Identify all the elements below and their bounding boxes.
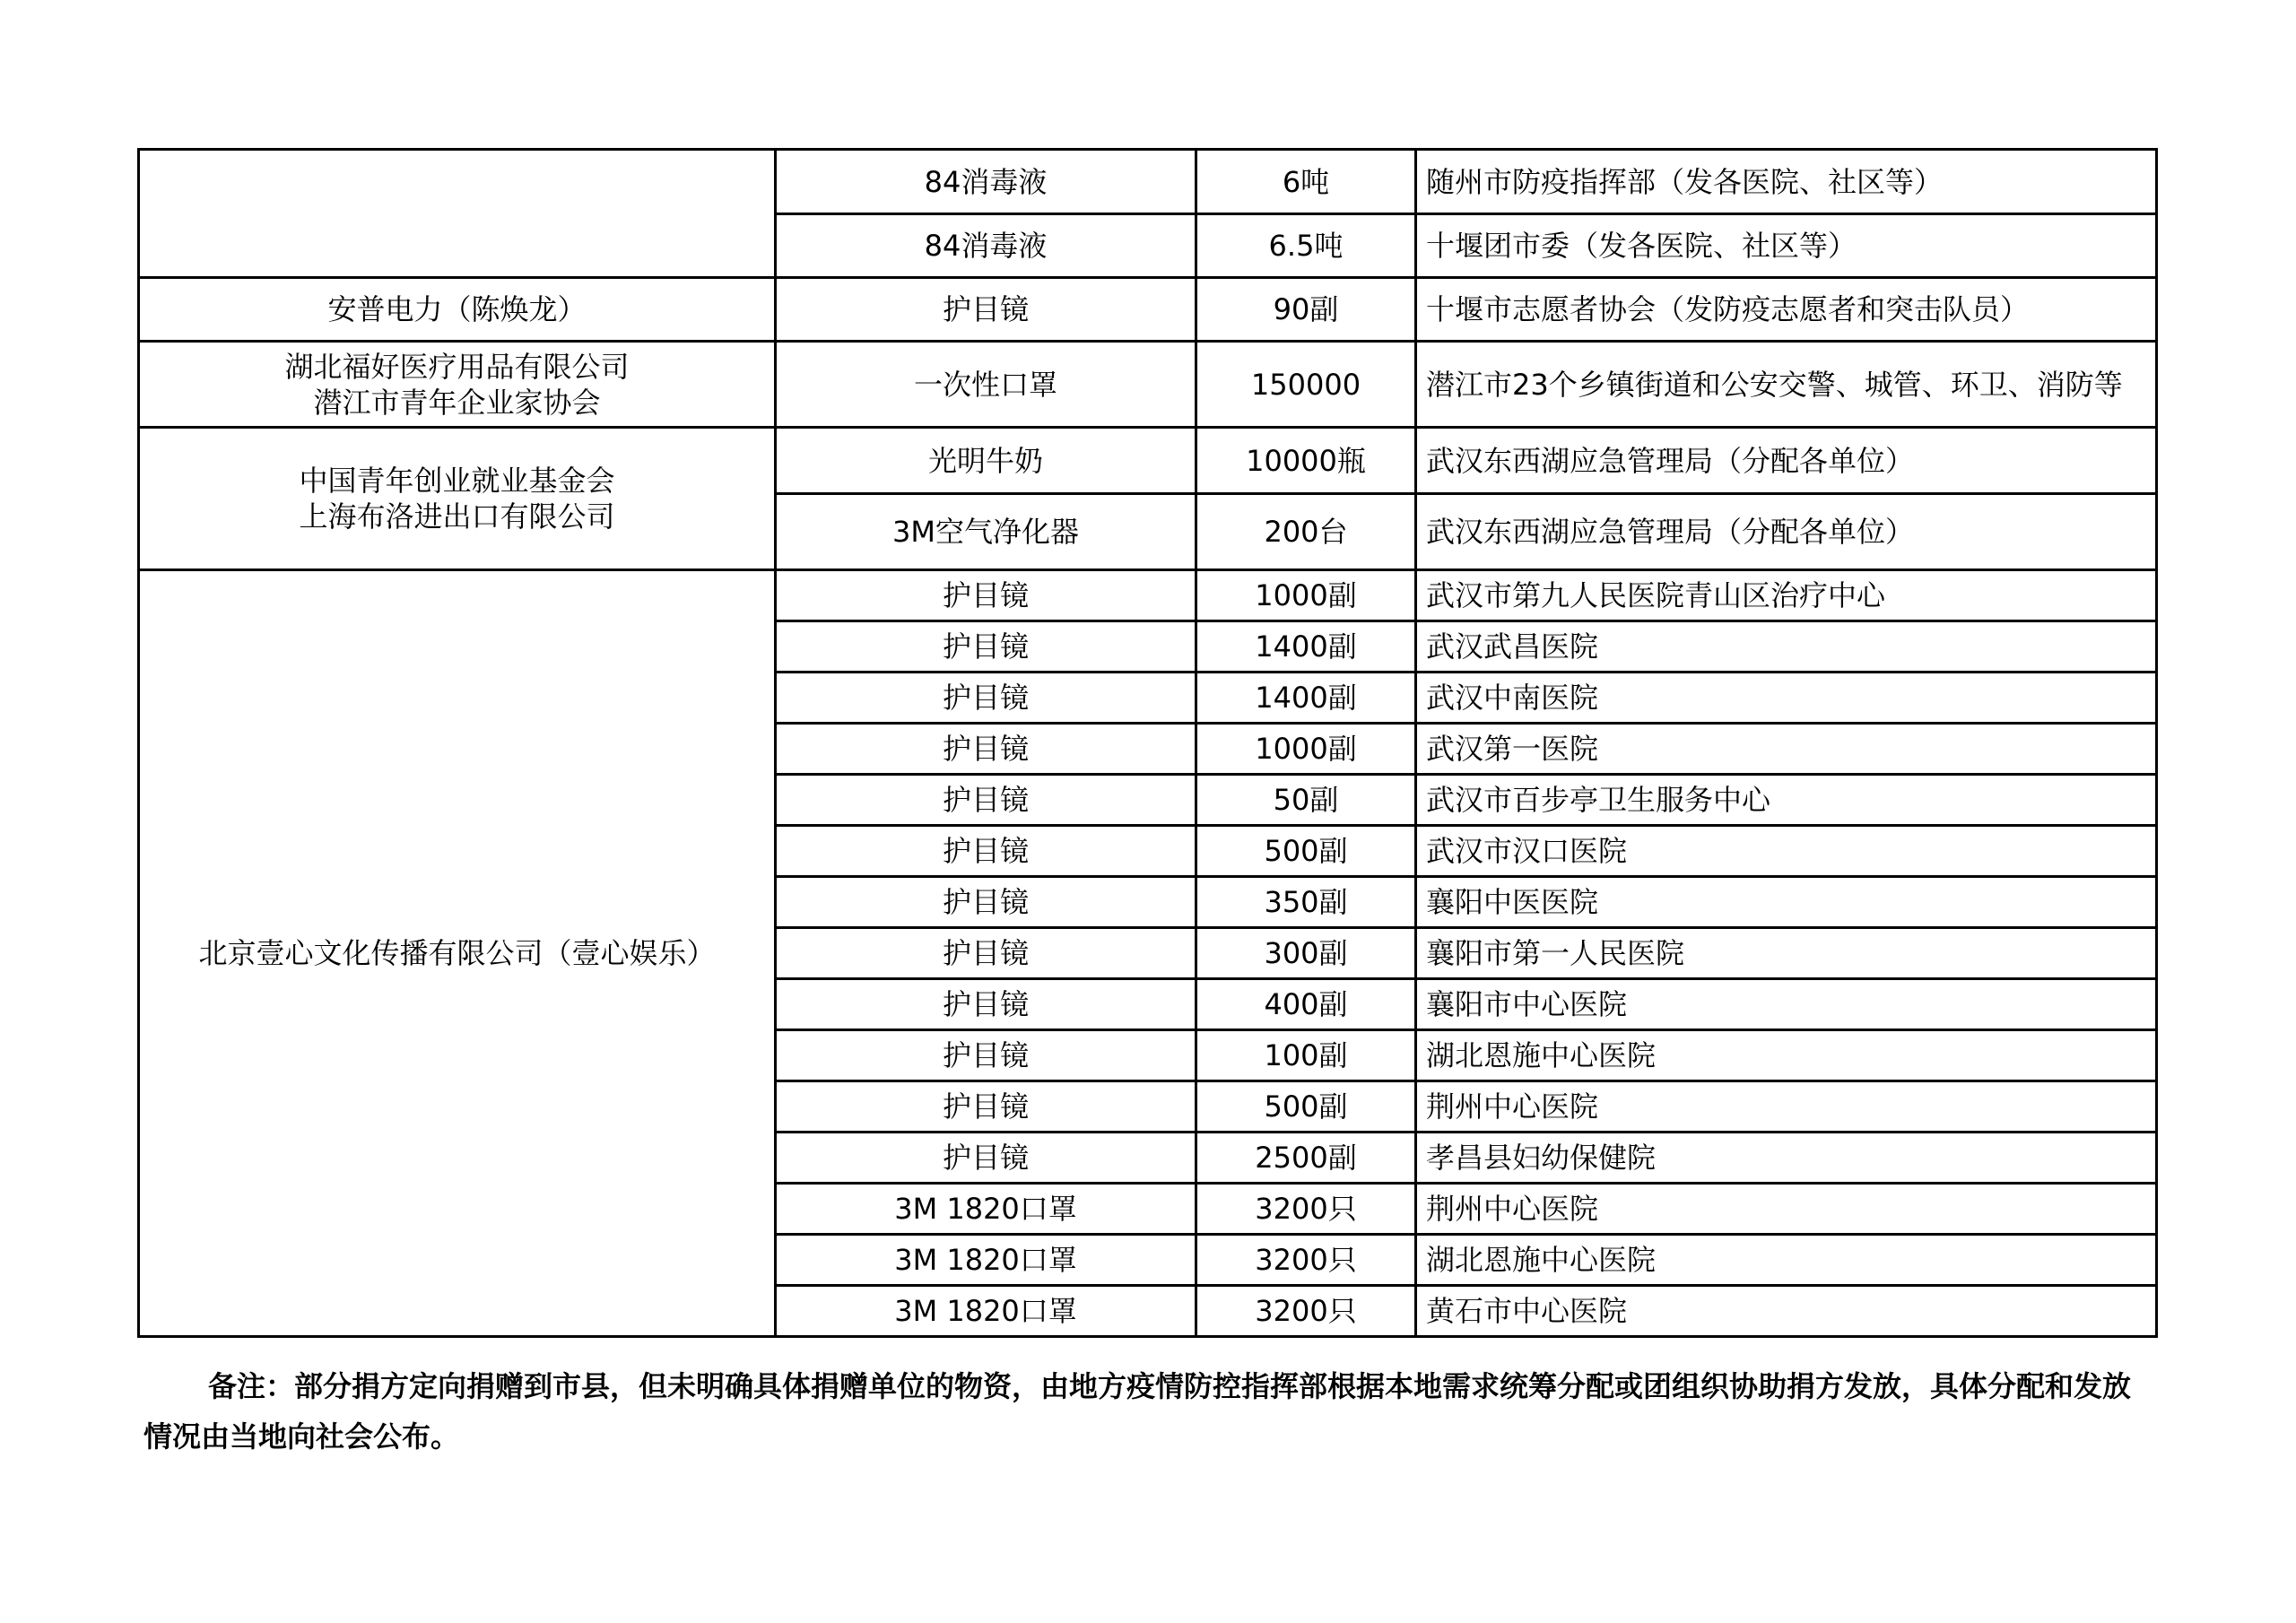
quantity-cell: 50副 bbox=[1196, 775, 1416, 826]
table-row bbox=[139, 428, 2157, 494]
item-cell: 护目镜 bbox=[776, 1030, 1196, 1081]
recipient-cell: 潜江市23个乡镇街道和公安交警、城管、环卫、消防等 bbox=[1416, 342, 2157, 428]
donor-cell bbox=[139, 428, 776, 570]
quantity-cell: 500副 bbox=[1196, 1081, 1416, 1133]
table-row bbox=[139, 342, 2157, 428]
donor-cell bbox=[139, 278, 776, 342]
donor-name: 上海布洛进出口有限公司 bbox=[299, 499, 615, 534]
item-cell: 3M空气净化器 bbox=[776, 494, 1196, 570]
recipient-cell: 湖北恩施中心医院 bbox=[1416, 1235, 2157, 1286]
recipient-cell: 武汉武昌医院 bbox=[1416, 621, 2157, 673]
donor-name: 安普电力（陈焕龙） bbox=[327, 292, 587, 326]
donor-name: 湖北福好医疗用品有限公司 bbox=[284, 349, 630, 384]
item-cell: 护目镜 bbox=[776, 1133, 1196, 1184]
table-row bbox=[139, 150, 2157, 214]
recipient-cell: 随州市防疫指挥部（发各医院、社区等） bbox=[1416, 150, 2157, 214]
item-cell: 一次性口罩 bbox=[776, 342, 1196, 428]
remarks-note: 备注：部分捐方定向捐赠到市县，但未明确具体捐赠单位的物资，由地方疫情防控指挥部根据本地需求统筹分配或团组织协助捐方发放，具体分配和发放情况由当地向社会公布。 bbox=[144, 1369, 2132, 1454]
recipient-cell: 湖北恩施中心医院 bbox=[1416, 1030, 2157, 1081]
quantity-cell: 100副 bbox=[1196, 1030, 1416, 1081]
donor-cell bbox=[139, 150, 776, 278]
recipient-cell: 襄阳市中心医院 bbox=[1416, 979, 2157, 1030]
quantity-cell: 10000瓶 bbox=[1196, 428, 1416, 494]
item-cell: 护目镜 bbox=[776, 775, 1196, 826]
donor-name: 中国青年创业就业基金会 bbox=[299, 464, 615, 498]
recipient-cell: 荆州中心医院 bbox=[1416, 1081, 2157, 1133]
quantity-cell: 3200只 bbox=[1196, 1286, 1416, 1337]
item-cell: 3M 1820口罩 bbox=[776, 1286, 1196, 1337]
item-cell: 护目镜 bbox=[776, 1081, 1196, 1133]
recipient-cell: 武汉市第九人民医院青山区治疗中心 bbox=[1416, 570, 2157, 621]
item-cell: 护目镜 bbox=[776, 826, 1196, 877]
item-cell: 84消毒液 bbox=[776, 214, 1196, 278]
recipient-cell: 襄阳中医医院 bbox=[1416, 877, 2157, 928]
recipient-cell: 十堰市志愿者协会（发防疫志愿者和突击队员） bbox=[1416, 278, 2157, 342]
recipient-cell: 武汉市百步亭卫生服务中心 bbox=[1416, 775, 2157, 826]
recipient-cell: 武汉第一医院 bbox=[1416, 724, 2157, 775]
recipient-cell: 孝昌县妇幼保健院 bbox=[1416, 1133, 2157, 1184]
recipient-cell: 武汉市汉口医院 bbox=[1416, 826, 2157, 877]
item-cell: 护目镜 bbox=[776, 979, 1196, 1030]
item-cell: 3M 1820口罩 bbox=[776, 1235, 1196, 1286]
quantity-cell: 1400副 bbox=[1196, 673, 1416, 724]
quantity-cell: 1400副 bbox=[1196, 621, 1416, 673]
item-cell: 护目镜 bbox=[776, 621, 1196, 673]
quantity-cell: 6吨 bbox=[1196, 150, 1416, 214]
quantity-cell: 90副 bbox=[1196, 278, 1416, 342]
donor-name: 潜江市青年企业家协会 bbox=[313, 385, 601, 420]
item-cell: 护目镜 bbox=[776, 928, 1196, 979]
donor-cell bbox=[139, 342, 776, 428]
item-cell: 84消毒液 bbox=[776, 150, 1196, 214]
quantity-cell: 6.5吨 bbox=[1196, 214, 1416, 278]
recipient-cell: 十堰团市委（发各医院、社区等） bbox=[1416, 214, 2157, 278]
quantity-cell: 2500副 bbox=[1196, 1133, 1416, 1184]
quantity-cell: 150000 bbox=[1196, 342, 1416, 428]
recipient-cell: 武汉东西湖应急管理局（分配各单位） bbox=[1416, 428, 2157, 494]
recipient-cell: 荆州中心医院 bbox=[1416, 1184, 2157, 1235]
quantity-cell: 200台 bbox=[1196, 494, 1416, 570]
recipient-cell: 黄石市中心医院 bbox=[1416, 1286, 2157, 1337]
quantity-cell: 350副 bbox=[1196, 877, 1416, 928]
item-cell: 护目镜 bbox=[776, 570, 1196, 621]
item-cell: 光明牛奶 bbox=[776, 428, 1196, 494]
quantity-cell: 1000副 bbox=[1196, 724, 1416, 775]
item-cell: 护目镜 bbox=[776, 877, 1196, 928]
quantity-cell: 3200只 bbox=[1196, 1184, 1416, 1235]
donor-name: 北京壹心文化传播有限公司（壹心娱乐） bbox=[198, 936, 716, 970]
recipient-cell: 武汉东西湖应急管理局（分配各单位） bbox=[1416, 494, 2157, 570]
quantity-cell: 1000副 bbox=[1196, 570, 1416, 621]
donor-cell bbox=[139, 570, 776, 1337]
quantity-cell: 300副 bbox=[1196, 928, 1416, 979]
quantity-cell: 500副 bbox=[1196, 826, 1416, 877]
table-row bbox=[139, 278, 2157, 342]
quantity-cell: 3200只 bbox=[1196, 1235, 1416, 1286]
donation-table bbox=[137, 148, 2158, 1338]
quantity-cell: 400副 bbox=[1196, 979, 1416, 1030]
table-row bbox=[139, 570, 2157, 621]
recipient-cell: 襄阳市第一人民医院 bbox=[1416, 928, 2157, 979]
item-cell: 护目镜 bbox=[776, 724, 1196, 775]
item-cell: 护目镜 bbox=[776, 278, 1196, 342]
item-cell: 3M 1820口罩 bbox=[776, 1184, 1196, 1235]
recipient-cell: 武汉中南医院 bbox=[1416, 673, 2157, 724]
item-cell: 护目镜 bbox=[776, 673, 1196, 724]
